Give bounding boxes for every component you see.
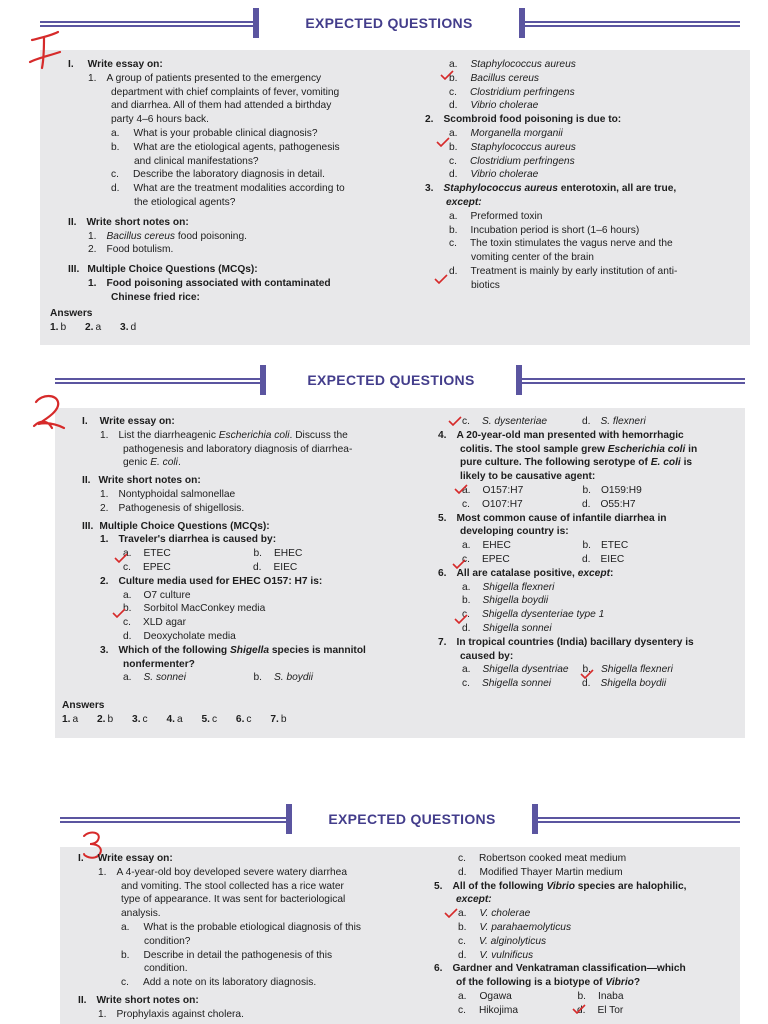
option-letter: b. [577,990,586,1002]
option-letter: c. [458,935,466,947]
answer-letter: a [95,322,102,333]
answer-num: 2. [85,322,94,333]
q-text: and diarrhea. All of them had attended a birthday [111,100,332,112]
short-notes-heading: Write short notes on: [86,216,189,228]
option-letter: d. [581,416,591,427]
sub-text: condition? [144,935,191,947]
q-num: 2. [88,244,97,256]
option-text: Modified Thayer Martin medium [479,866,623,878]
q-text: caused by: [460,650,514,662]
essay-heading: Write essay on: [97,853,173,864]
answer-num: 4. [166,714,175,725]
option-letter: d. [458,866,467,878]
q-num: 3. [425,183,434,195]
organism-name: Bacillus cereus [106,230,176,242]
option-letter: d. [581,678,591,690]
option-letter: d. [123,630,132,642]
q-num: 1. [98,1008,107,1020]
organism-name: Staphylococcus aureus [443,183,558,195]
q-text: Traveler's diarrhea is caused by: [118,534,277,546]
section-2 [0,360,768,745]
option-text: O7 culture [143,589,191,601]
q-num: 1. [98,866,107,878]
sub-letter: c. [121,977,129,989]
q-num: 1. [88,277,97,289]
answer-num: 1. [50,322,59,333]
option-text: EHEC [274,548,303,560]
q-text: genic [123,457,151,469]
roman-num: III. [82,520,94,532]
left-column [68,58,388,305]
option-letter: c. [458,1004,466,1016]
organism-name: Shigella [229,644,270,656]
title-bar [60,804,740,836]
q-num: 2. [100,575,109,587]
q-text: In tropical countries (India) bacillary dysentery is [456,636,694,648]
organism-name: E. coli [650,457,681,469]
option-text: EIEC [600,553,625,565]
answer-num: 5. [201,714,210,725]
q-text: Pathogenesis of shigellosis. [118,502,245,514]
answer-letter: c [142,714,148,725]
sub-text: Describe the laboratory diagnosis in detail. [132,169,325,181]
option-letter: b. [123,603,132,615]
sub-text: and clinical manifestations? [134,155,259,167]
option-text: Preformed toxin [470,210,543,222]
q-num: 3. [100,644,109,656]
option-letter: d. [576,1004,586,1016]
option-letter: b. [582,664,591,676]
option-text: EHEC [482,540,511,552]
q-text: developing country is: [460,526,569,538]
option-letter: b. [582,540,591,552]
sub-letter: d. [111,183,120,195]
q-text: . Discuss the [289,429,348,441]
essay-heading: Write essay on: [87,59,163,70]
except-word: except [577,567,610,579]
option-text: Shigella sonnei [482,622,552,634]
q-num: 1. [100,429,109,441]
option-letter: a. [462,540,471,552]
option-letter: d. [581,553,591,565]
q-text: Gardner and Venkatraman classification—which [452,963,686,975]
q-text: A group of patients presented to the emergency [106,72,322,84]
title-bar [55,365,745,397]
option-text: biotics [471,279,500,291]
option-text: Shigella sonnei [481,678,552,690]
q-num: 5. [434,880,443,892]
option-text: Deoxycholate media [143,630,236,642]
q-num: 4. [438,429,447,441]
option-text: vomiting center of the brain [471,252,594,264]
answer-num: 3. [120,322,129,333]
option-letter: d. [581,498,591,510]
section-title: EXPECTED QUESTIONS [260,365,522,395]
q-text: nonfermenter? [123,658,195,670]
option-text: Bacillus cereus [470,72,540,84]
q-text: of the following is a biotype of [456,977,606,989]
option-text: ETEC [601,540,629,552]
q-num: 2. [425,114,434,126]
option-text: O55:H7 [600,498,636,510]
option-text: Incubation period is short (1–6 hours) [470,224,640,236]
option-text: S. sonnei [143,672,186,684]
option-text: O107:H7 [481,498,523,510]
roman-num: II. [82,475,91,487]
answers-heading: Answers [50,308,93,319]
q-num: 1. [100,488,109,500]
answers-heading: Answers [62,700,105,711]
option-text: EPEC [142,561,171,573]
option-text: O157:H7 [482,484,524,496]
q-text: Most common cause of infantile diarrhea in [456,512,667,524]
essay-heading: Write essay on: [99,416,175,427]
option-text: V. alginolyticus [478,935,547,947]
option-letter: b. [582,484,591,496]
left-column [82,415,397,685]
sub-letter: b. [121,949,130,961]
q-text: List the diarrheagenic [118,429,219,441]
q-num: 1. [88,230,97,242]
option-letter: a. [123,589,132,601]
answer-num: 7. [270,714,279,725]
answer-letter: d [130,322,137,333]
option-letter: b. [253,672,262,684]
q-num: 6. [434,963,443,975]
answer-letter: c [246,714,252,725]
q-text: Which of the following [118,644,230,656]
section-3 [0,800,768,1024]
q-text: Food poisoning associated with contaminated [106,277,331,289]
left-column [78,852,398,1022]
option-letter: a. [462,664,471,676]
option-text: Sorbitol MacConkey media [143,603,266,615]
q-text: Food botulism. [106,244,174,256]
organism-name: Vibrio [546,880,575,892]
sub-text: What is your probable clinical diagnosis? [133,127,318,139]
roman-num: III. [68,264,80,276]
sub-text: What is the probable etiological diagnosis of this [143,921,361,933]
q-num: 2. [100,502,109,514]
option-text: The toxin stimulates the vagus nerve and the [469,238,673,250]
option-letter: c. [123,617,131,629]
answer-letter: c [211,714,218,725]
option-text: V. cholerae [479,908,531,920]
organism-name: Escherichia coli [607,443,686,455]
sub-letter: a. [121,921,130,933]
option-letter: d. [449,100,458,112]
q-text: All of the following [452,880,547,892]
option-letter: c. [462,498,470,510]
option-letter: a. [458,990,467,1002]
option-text: Clostridium perfringens [469,155,575,167]
option-letter: c. [462,678,470,690]
section-title: EXPECTED QUESTIONS [286,804,538,834]
q-text: ? [633,977,641,989]
option-letter: b. [458,921,467,933]
option-letter: d. [458,949,467,961]
option-letter: a. [458,908,467,920]
option-text: Staphylococcus aureus [470,59,576,70]
option-text: Shigella boydii [600,678,667,690]
q-num: 6. [438,567,447,579]
option-text: S. boydii [274,672,314,684]
short-notes-heading: Write short notes on: [98,475,201,487]
option-letter: b. [462,595,471,607]
q-num: 1. [100,534,109,546]
section-title: EXPECTED QUESTIONS [253,8,525,38]
sub-text: What are the etiological agents, pathogenesis [133,141,340,153]
answer-num: 1. [62,714,71,725]
right-column: c. S. dysenteriae d. S. flexneri 4. A 20-year-old man presented with hemorrhagic colitis. The stool sample grew Escherichia coli in pure culture. The following serotype of E. coli is likely to be causative agent: a. O157:H7 b. O159:H9 c. O107:H7 d. O55:H7 5. Most common cause of infantile diarrhea in developing country is: a. EHEC b. ETEC c. EPEC d. EIEC 6. All are catalase positive, except: a. Shigella flexneri b. Shigella boydii c. Shigella dysenteriae type 1 d. Shigella sonnei 7. In tropical countries (India) bacillary dysentery is caused by: a. Shigella dysentriae b. Shigella flexneri c. Shigella sonnei d. Shigella boydii [438,415,733,691]
q-num: 7. [438,636,447,648]
q-text: type of appearance. It was sent for bacteriological [121,894,346,906]
sub-text: What are the treatment modalities according to [133,183,345,195]
option-text: O159:H9 [601,484,642,496]
q-text: A 4-year-old boy developed severe watery diarrhea [116,866,347,878]
q-text: pure culture. The following serotype of [460,457,651,469]
roman-num: I. [82,416,88,427]
answer-num: 2. [97,714,106,725]
q-text: likely to be causative agent: [460,471,596,483]
answer-num: 3. [132,714,141,725]
right-column [434,852,734,1018]
sub-text: condition. [144,963,188,975]
option-text: EPEC [481,553,510,565]
option-text: Ogawa [479,990,512,1002]
option-letter: a. [123,548,132,560]
answer-letter: b [107,714,114,725]
option-letter: c. [458,853,466,864]
q-text: enterotoxin, all are true, [557,183,677,195]
sub-text: Describe in detail the pathogenesis of this [143,949,333,961]
option-letter: a. [462,484,471,496]
option-letter: d. [252,561,262,573]
option-text: S. flexneri [600,416,646,427]
option-text: Clostridium perfringens [469,86,575,98]
option-text: ETEC [143,548,171,560]
sub-text: Add a note on its laboratory diagnosis. [142,977,317,989]
q-text: party 4–6 hours back. [111,114,209,126]
q-text: All are catalase positive, [456,567,578,579]
option-letter: d. [449,265,458,277]
q-text: species are halophilic, [574,880,687,892]
q-text: department with chief complaints of fever, vomiting [111,86,340,98]
q-text: analysis. [121,908,161,920]
option-letter: d. [449,169,458,181]
option-text: EIEC [273,561,298,573]
option-letter: c. [449,86,457,98]
title-bar [40,8,740,40]
roman-num: II. [78,994,87,1006]
option-letter: b. [449,224,458,236]
option-letter: a. [123,672,132,684]
section-1 [0,0,768,350]
option-text: Staphylococcus aureus [470,141,576,153]
option-text: XLD agar [142,617,186,629]
option-text: Shigella flexneri [482,581,555,593]
option-letter: d. [462,622,471,634]
option-text: Hikojima [478,1004,518,1016]
option-text: Inaba [598,990,624,1002]
option-text: Morganella morganii [470,127,563,139]
answers-block [50,308,152,333]
organism-name: Escherichia coli [218,429,290,441]
q-text: and vomiting. The stool collected has a rice water [121,880,344,892]
q-text: . [177,457,181,469]
option-letter: c. [449,238,457,250]
option-text: S. dysenteriae [481,416,548,427]
right-column [425,58,730,293]
sub-letter: c. [111,169,119,181]
q-text: Prophylaxis against cholera. [116,1008,244,1020]
option-letter: a. [449,210,458,222]
q-text: A 20-year-old man presented with hemorrhagic [456,429,684,441]
short-notes-heading: Write short notes on: [96,994,199,1006]
option-letter: b. [253,548,262,560]
option-letter: c. [462,609,470,621]
answer-letter: b [280,714,287,725]
q-text: Chinese fried rice: [111,291,200,303]
answer-letter: b [60,322,67,333]
q-text: colitis. The stool sample grew [460,443,608,455]
option-letter: c. [462,416,470,427]
q-text: Nontyphoidal salmonellae [118,488,236,500]
q-text: food poisoning. [175,230,247,242]
answers-block [62,700,303,725]
option-text: Shigella boydii [482,595,549,607]
option-letter: a. [449,127,458,139]
option-letter: c. [123,561,131,573]
option-letter: a. [449,59,458,70]
option-text: Shigella flexneri [601,664,673,676]
option-letter: b. [449,141,458,153]
option-letter: b. [449,72,458,84]
q-text: pathogenesis and laboratory diagnosis of diarrhea- [123,443,353,455]
roman-num: I. [68,59,74,70]
sub-letter: b. [111,141,120,153]
except-word: except: [446,196,482,208]
q-text: Scombroid food poisoning is due to: [443,114,622,126]
organism-name: Vibrio [605,977,634,989]
option-text: Vibrio cholerae [470,169,539,181]
answer-letter: a [72,714,79,725]
organism-name: E. coli [150,457,178,469]
answer-letter: a [176,714,183,725]
mcq-heading: Multiple Choice Questions (MCQs): [99,520,270,532]
sub-letter: a. [111,127,120,139]
option-text: Shigella dysentriae [482,664,569,676]
option-text: Treatment is mainly by early institution of anti- [470,265,678,277]
roman-num: I. [78,853,84,864]
option-letter: c. [462,553,470,565]
option-text: V. parahaemolyticus [479,921,572,933]
q-text: is [680,457,693,469]
q-text: Culture media used for EHEC O157: H7 is: [118,575,323,587]
option-text: V. vulnificus [479,949,534,961]
option-text: Robertson cooked meat medium [478,853,627,864]
option-letter: a. [462,581,471,593]
except-word: except: [456,894,492,906]
q-num: 1. [88,72,97,84]
answer-num: 6. [235,714,245,725]
option-text: El Tor [597,1004,624,1016]
q-text: in [685,443,698,455]
q-text: species is mannitol [269,644,366,656]
mcq-heading: Multiple Choice Questions (MCQs): [87,264,258,276]
roman-num: II. [68,216,77,228]
option-letter: c. [449,155,457,167]
q-num: 5. [438,512,447,524]
sub-text: the etiological agents? [134,196,236,208]
option-text: Shigella dysenteriae type 1 [481,609,605,621]
option-text: Vibrio cholerae [470,100,539,112]
